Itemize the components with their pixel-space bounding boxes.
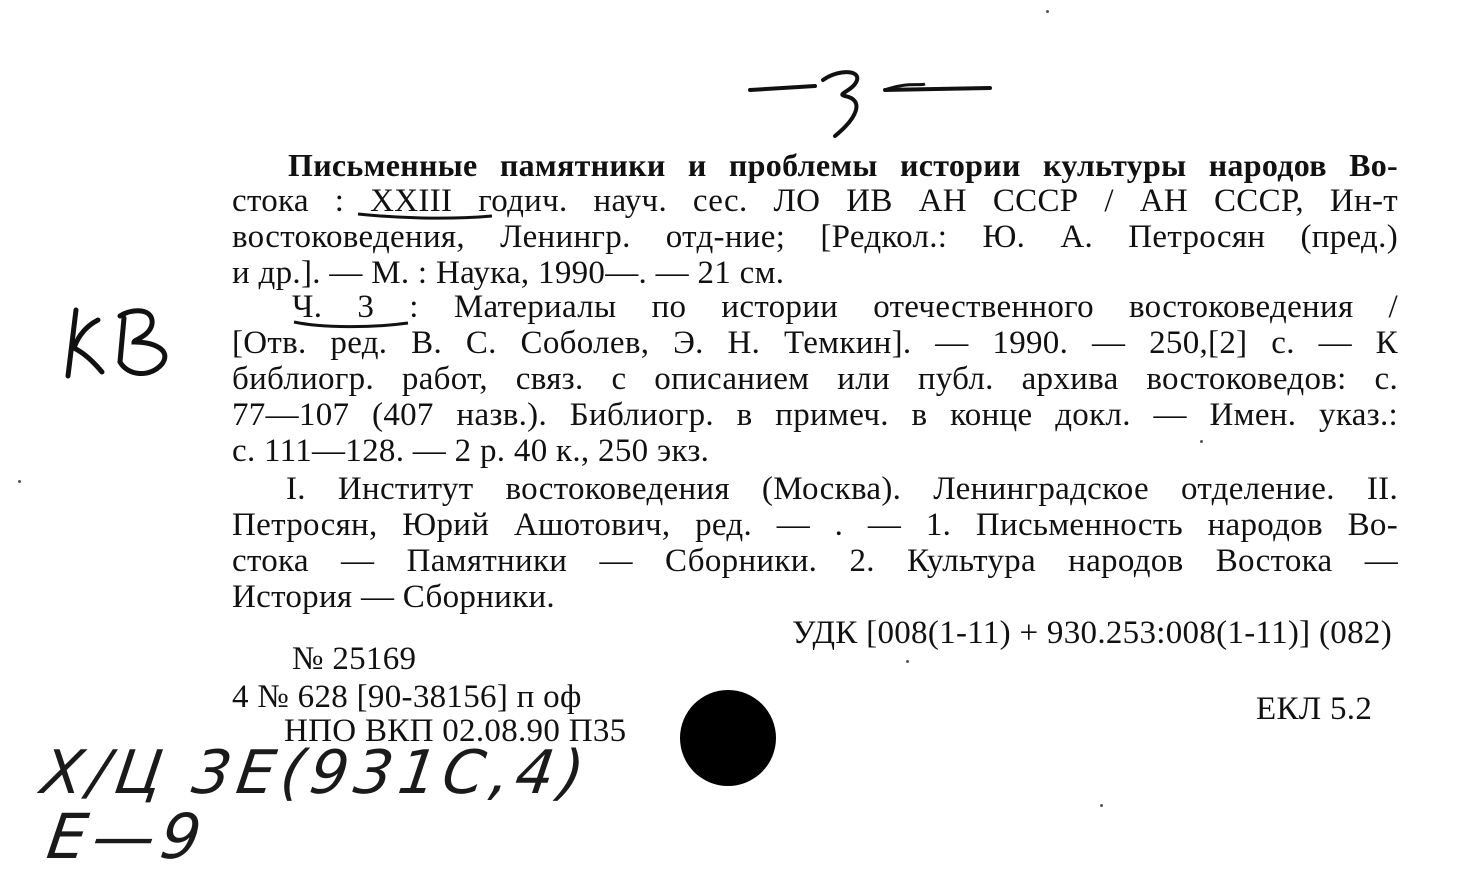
order-line: 4 № 628 [90-38156] п оф bbox=[232, 679, 582, 715]
title-line-3: востоковедения, Ленингр. отд-ние; [Редкол.: Ю. А. Петросян (пред.) bbox=[232, 219, 1398, 255]
ekl-code: ЕКЛ 5.2 bbox=[1256, 691, 1373, 727]
card-number: № 25169 bbox=[292, 641, 417, 677]
tracing-line-3: стока — Памятники — Сборники. 2. Культура народов Востока — bbox=[232, 543, 1398, 579]
part-line-3: библиогр. работ, связ. с описанием или публ. архива востоковедов: с. bbox=[232, 361, 1398, 397]
tracing-line-4: История — Сборники. bbox=[232, 579, 555, 615]
handwritten-shelf-mark bbox=[62, 298, 182, 388]
udk-code: УДК [008(1-11) + 930.253:008(1-11)] (082) bbox=[792, 615, 1392, 651]
underline-session bbox=[356, 210, 496, 222]
part-line-1: Ч. 3 : Материалы по истории отечественного востоковедения / bbox=[292, 289, 1398, 325]
handwritten-call-number: Х/Ц 3Е(931С,4) bbox=[37, 738, 595, 808]
scan-speck bbox=[1100, 804, 1103, 807]
scan-speck bbox=[18, 480, 21, 483]
title-line-4: и др.]. — М. : Наука, 1990—. — 21 см. bbox=[232, 255, 785, 291]
title-line-2: стока : XXIII годич. науч. сес. ЛО ИВ АН СССР / АН СССР, Ин-т bbox=[232, 183, 1398, 219]
part-line-2: [Отв. ред. В. С. Соболев, Э. Н. Темкин]. — 1990. — 250,[2] с. — К bbox=[232, 325, 1398, 361]
scan-speck bbox=[1200, 440, 1203, 443]
npo-line: НПО ВКП 02.08.90 П35 bbox=[284, 713, 627, 749]
handwritten-e9: Е—9 bbox=[42, 800, 212, 873]
tracing-line-2: Петросян, Юрий Ашотович, ред. — . — 1. Письменность народов Во- bbox=[232, 507, 1398, 543]
title-line-1: Письменные памятники и проблемы истории культуры народов Во- bbox=[288, 147, 1398, 183]
scan-speck bbox=[1046, 10, 1049, 13]
handwritten-page-mark bbox=[745, 62, 995, 142]
scan-speck bbox=[906, 660, 909, 663]
part-line-4: 77—107 (407 назв.). Библиогр. в примеч. в конце докл. — Имен. указ.: bbox=[232, 397, 1398, 433]
part-line-5: с. 111—128. — 2 р. 40 к., 250 экз. bbox=[232, 433, 710, 469]
tracing-line-1: I. Институт востоковедения (Москва). Ленинградское отделение. II. bbox=[286, 471, 1398, 507]
punch-hole bbox=[680, 690, 776, 786]
